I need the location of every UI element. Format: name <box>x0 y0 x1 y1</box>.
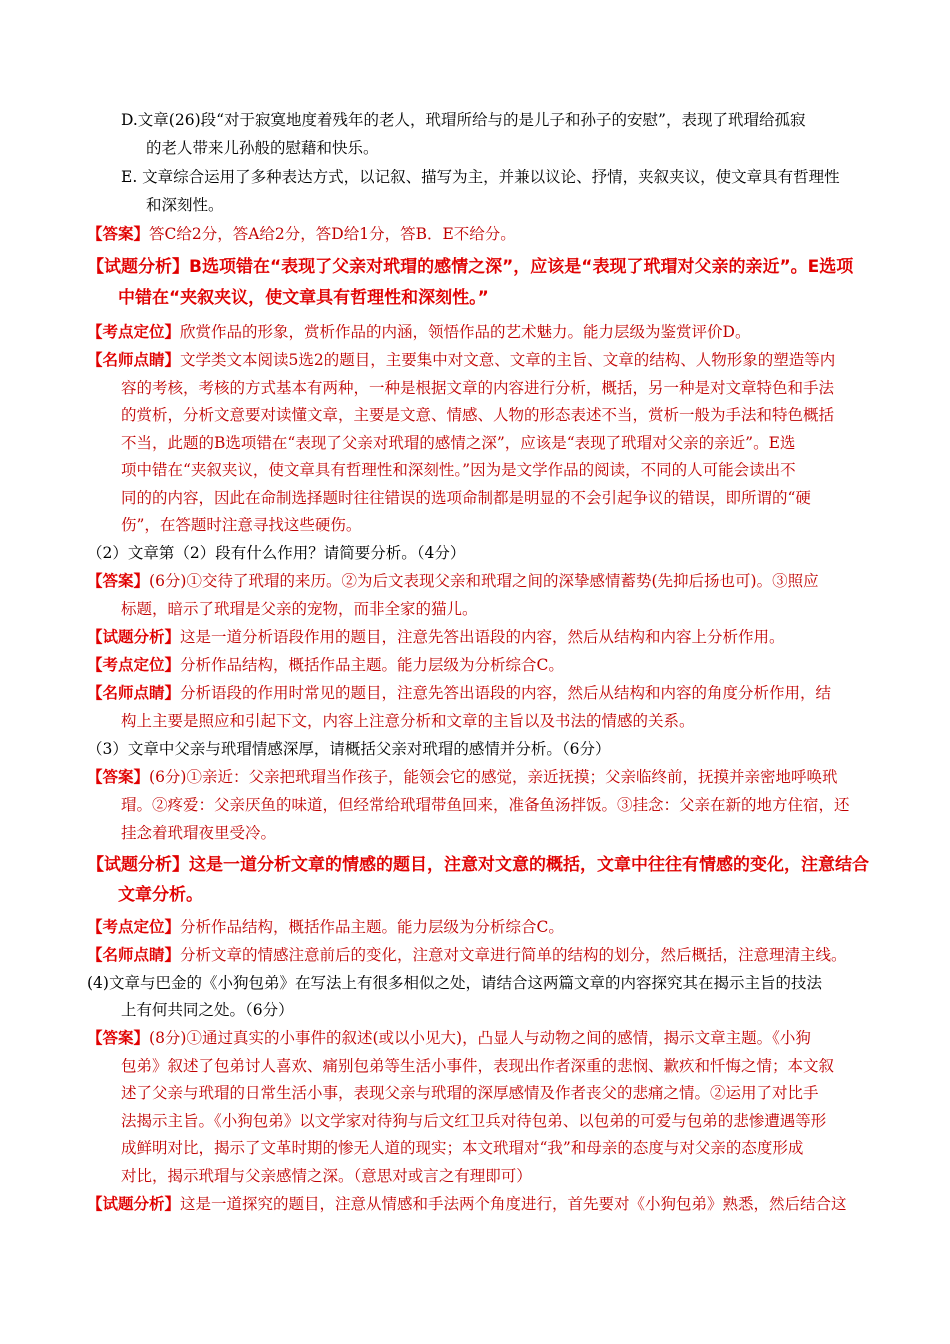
dianjing-text: 文学类文本阅读5选2的题目，主要集中对文意、文章的主旨、文章的结构、人物形象的塑造等内 <box>180 351 836 369</box>
q3-analysis-line-2: 文章分析。 <box>118 885 203 905</box>
q4-answer-line-2: 包弟》叙述了包弟讨人喜欢、痛别包弟等生活小事件，表现出作者深重的悲悯、歉疚和忏悔之情；本文叙 <box>121 1057 835 1075</box>
q1-dianjing-line-4: 不当，此题的B选项错在“表现了父亲对玳瑁的感情之深”，应该是“表现了玳瑁对父亲的亲近”。E选 <box>121 434 796 452</box>
q3-answer-line-1 <box>87 767 837 787</box>
answer-label: 【答案】 <box>87 224 150 243</box>
q1-dianjing-line-2: 容的考核，考核的方式基本有两种，一种是根据文章的内容进行分析，概括，另一种是对文章特色和手法 <box>121 379 835 397</box>
answer-label: 【答案】 <box>87 767 150 786</box>
q4-answer-line-5: 成鲜明对比，揭示了文革时期的惨无人道的现实；本文玳瑁对“我”和母亲的态度与对父亲的态度形成 <box>121 1139 804 1157</box>
kaodian-label: 【考点定位】 <box>87 655 181 674</box>
analysis-text: B选项错在“表现了父亲对玳瑁的感情之深”，应该是“表现了玳瑁对父亲的亲近”。E选项 <box>189 257 854 277</box>
q3-dianjing <box>87 945 847 965</box>
question-4-line-1: (4)文章与巴金的《小狗包弟》在写法上有很多相似之处，请结合这两篇文章的内容探究其在揭示主旨的技法 <box>87 974 822 992</box>
q2-kaodian <box>87 655 564 675</box>
analysis-label: 【试题分析】 <box>87 1194 181 1213</box>
q1-dianjing-line-3: 的赏析，分析文意要对读懂文章，主要是文意、情感、人物的形态表述不当，赏析一般为手法和特色概括 <box>121 406 835 424</box>
q1-dianjing-line-5: 项中错在“夹叙夹议，使文章具有哲理性和深刻性。”因为是文学作品的阅读，不同的人可能会读出不 <box>121 461 796 479</box>
q1-answer <box>87 224 516 244</box>
dianjing-text: 分析语段的作用时常见的题目，注意先答出语段的内容，然后从结构和内容的角度分析作用，结 <box>180 684 832 702</box>
option-d-line-2: 的老人带来儿孙般的慰藉和快乐。 <box>146 139 379 157</box>
answer-text: (6分)①亲近：父亲把玳瑁当作孩子，能领会它的感觉，亲近抚摸；父亲临终前，抚摸并亲密地呼唤玳 <box>149 768 838 786</box>
answer-text: 答C给2分，答A给2分，答D给1分，答B．E不给分。 <box>149 225 516 243</box>
q4-answer-line-1 <box>87 1028 811 1048</box>
option-d-line-1: D.文章(26)段“对于寂寞地度着残年的老人，玳瑁所给与的是儿子和孙子的安慰”，表现了玳瑁给孤寂 <box>121 111 806 129</box>
dianjing-text: 分析文章的情感注意前后的变化，注意对文章进行简单的结构的划分，然后概括，注意理清主线。 <box>180 946 847 964</box>
analysis-label: 【试题分析】 <box>87 627 181 646</box>
q3-answer-line-3: 挂念着玳瑁夜里受冷。 <box>121 824 277 842</box>
kaodian-text: 欣赏作品的形象，赏析作品的内涵，领悟作品的艺术魅力。能力层级为鉴赏评价D。 <box>180 323 751 341</box>
kaodian-text: 分析作品结构，概括作品主题。能力层级为分析综合C。 <box>180 918 564 936</box>
question-2: （2）文章第（2）段有什么作用？请简要分析。（4分） <box>87 544 466 562</box>
analysis-text: 这是一道探究的题目，注意从情感和手法两个角度进行，首先要对《小狗包弟》熟悉，然后结合这 <box>180 1195 847 1213</box>
q4-analysis <box>87 1194 847 1214</box>
q1-dianjing-line-1 <box>87 350 835 370</box>
answer-label: 【答案】 <box>87 1028 150 1047</box>
q3-answer-line-2: 瑁。②疼爱：父亲厌鱼的味道，但经常给玳瑁带鱼回来，准备鱼汤拌饭。③挂念：父亲在新的地方住宿，还 <box>121 796 850 814</box>
q2-analysis <box>87 627 785 647</box>
answer-text: (8分)①通过真实的小事件的叙述(或以小见大)，凸显人与动物之间的感情，揭示文章主题。《小狗 <box>149 1029 811 1047</box>
answer-text: (6分)①交待了玳瑁的来历。②为后文表现父亲和玳瑁之间的深挚感情蓄势(先抑后扬也可)。③照应 <box>149 572 819 590</box>
analysis-text: 这是一道分析语段作用的题目，注意先答出语段的内容，然后从结构和内容上分析作用。 <box>180 628 785 646</box>
dianjing-label: 【名师点睛】 <box>87 945 181 964</box>
analysis-text: 这是一道分析文章的情感的题目，注意对文意的概括，文章中往往有情感的变化，注意结合 <box>189 855 869 875</box>
q2-answer-line-2: 标题，暗示了玳瑁是父亲的宠物，而非全家的猫儿。 <box>121 600 478 618</box>
kaodian-text: 分析作品结构，概括作品主题。能力层级为分析综合C。 <box>180 656 564 674</box>
answer-label: 【答案】 <box>87 571 150 590</box>
q1-analysis-line-1 <box>87 256 853 278</box>
kaodian-label: 【考点定位】 <box>87 917 181 936</box>
q1-kaodian <box>87 322 750 342</box>
option-e-line-1: E. 文章综合运用了多种表达方式，以记叙、描写为主，并兼以议论、抒情，夹叙夹议，使文章具有哲理性 <box>121 168 840 186</box>
dianjing-label: 【名师点睛】 <box>87 683 181 702</box>
q2-dianjing-line-1 <box>87 683 831 703</box>
q4-answer-line-4: 法揭示主旨。《小狗包弟》以文学家对待狗与后文红卫兵对待包弟、以包弟的可爱与包弟的悲惨遭遇等形 <box>121 1112 827 1130</box>
option-e-line-2: 和深刻性。 <box>146 196 224 214</box>
q3-kaodian <box>87 917 564 937</box>
dianjing-label: 【名师点睛】 <box>87 350 181 369</box>
question-3: （3）文章中父亲与玳瑁情感深厚，请概括父亲对玳瑁的感情并分析。（6分） <box>87 740 611 758</box>
q2-dianjing-line-2: 构上主要是照应和引起下文，内容上注意分析和文章的主旨以及书法的情感的关系。 <box>121 712 695 730</box>
q1-dianjing-line-7: 伤”，在答题时注意寻找这些硬伤。 <box>121 516 362 534</box>
q4-answer-line-6: 对比，揭示玳瑁与父亲感情之深。（意思对或言之有理即可） <box>121 1167 532 1185</box>
analysis-label: 【试题分析】 <box>87 257 189 277</box>
q3-analysis-line-1 <box>87 854 869 876</box>
q1-dianjing-line-6: 同的的内容，因此在命制选择题时往往错误的选项命制都是明显的不会引起争议的错误，即所谓的“硬 <box>121 489 811 507</box>
q2-answer-line-1 <box>87 571 819 591</box>
q1-analysis-line-2: 中错在“夹叙夹议，使文章具有哲理性和深刻性。” <box>118 288 489 308</box>
analysis-label: 【试题分析】 <box>87 855 189 875</box>
q4-answer-line-3: 述了父亲与玳瑁的日常生活小事，表现父亲与玳瑁的深厚感情及作者丧父的悲痛之情。②运用了对比手 <box>121 1084 819 1102</box>
question-4-line-2: 上有何共同之处。（6分） <box>121 1001 294 1019</box>
kaodian-label: 【考点定位】 <box>87 322 181 341</box>
